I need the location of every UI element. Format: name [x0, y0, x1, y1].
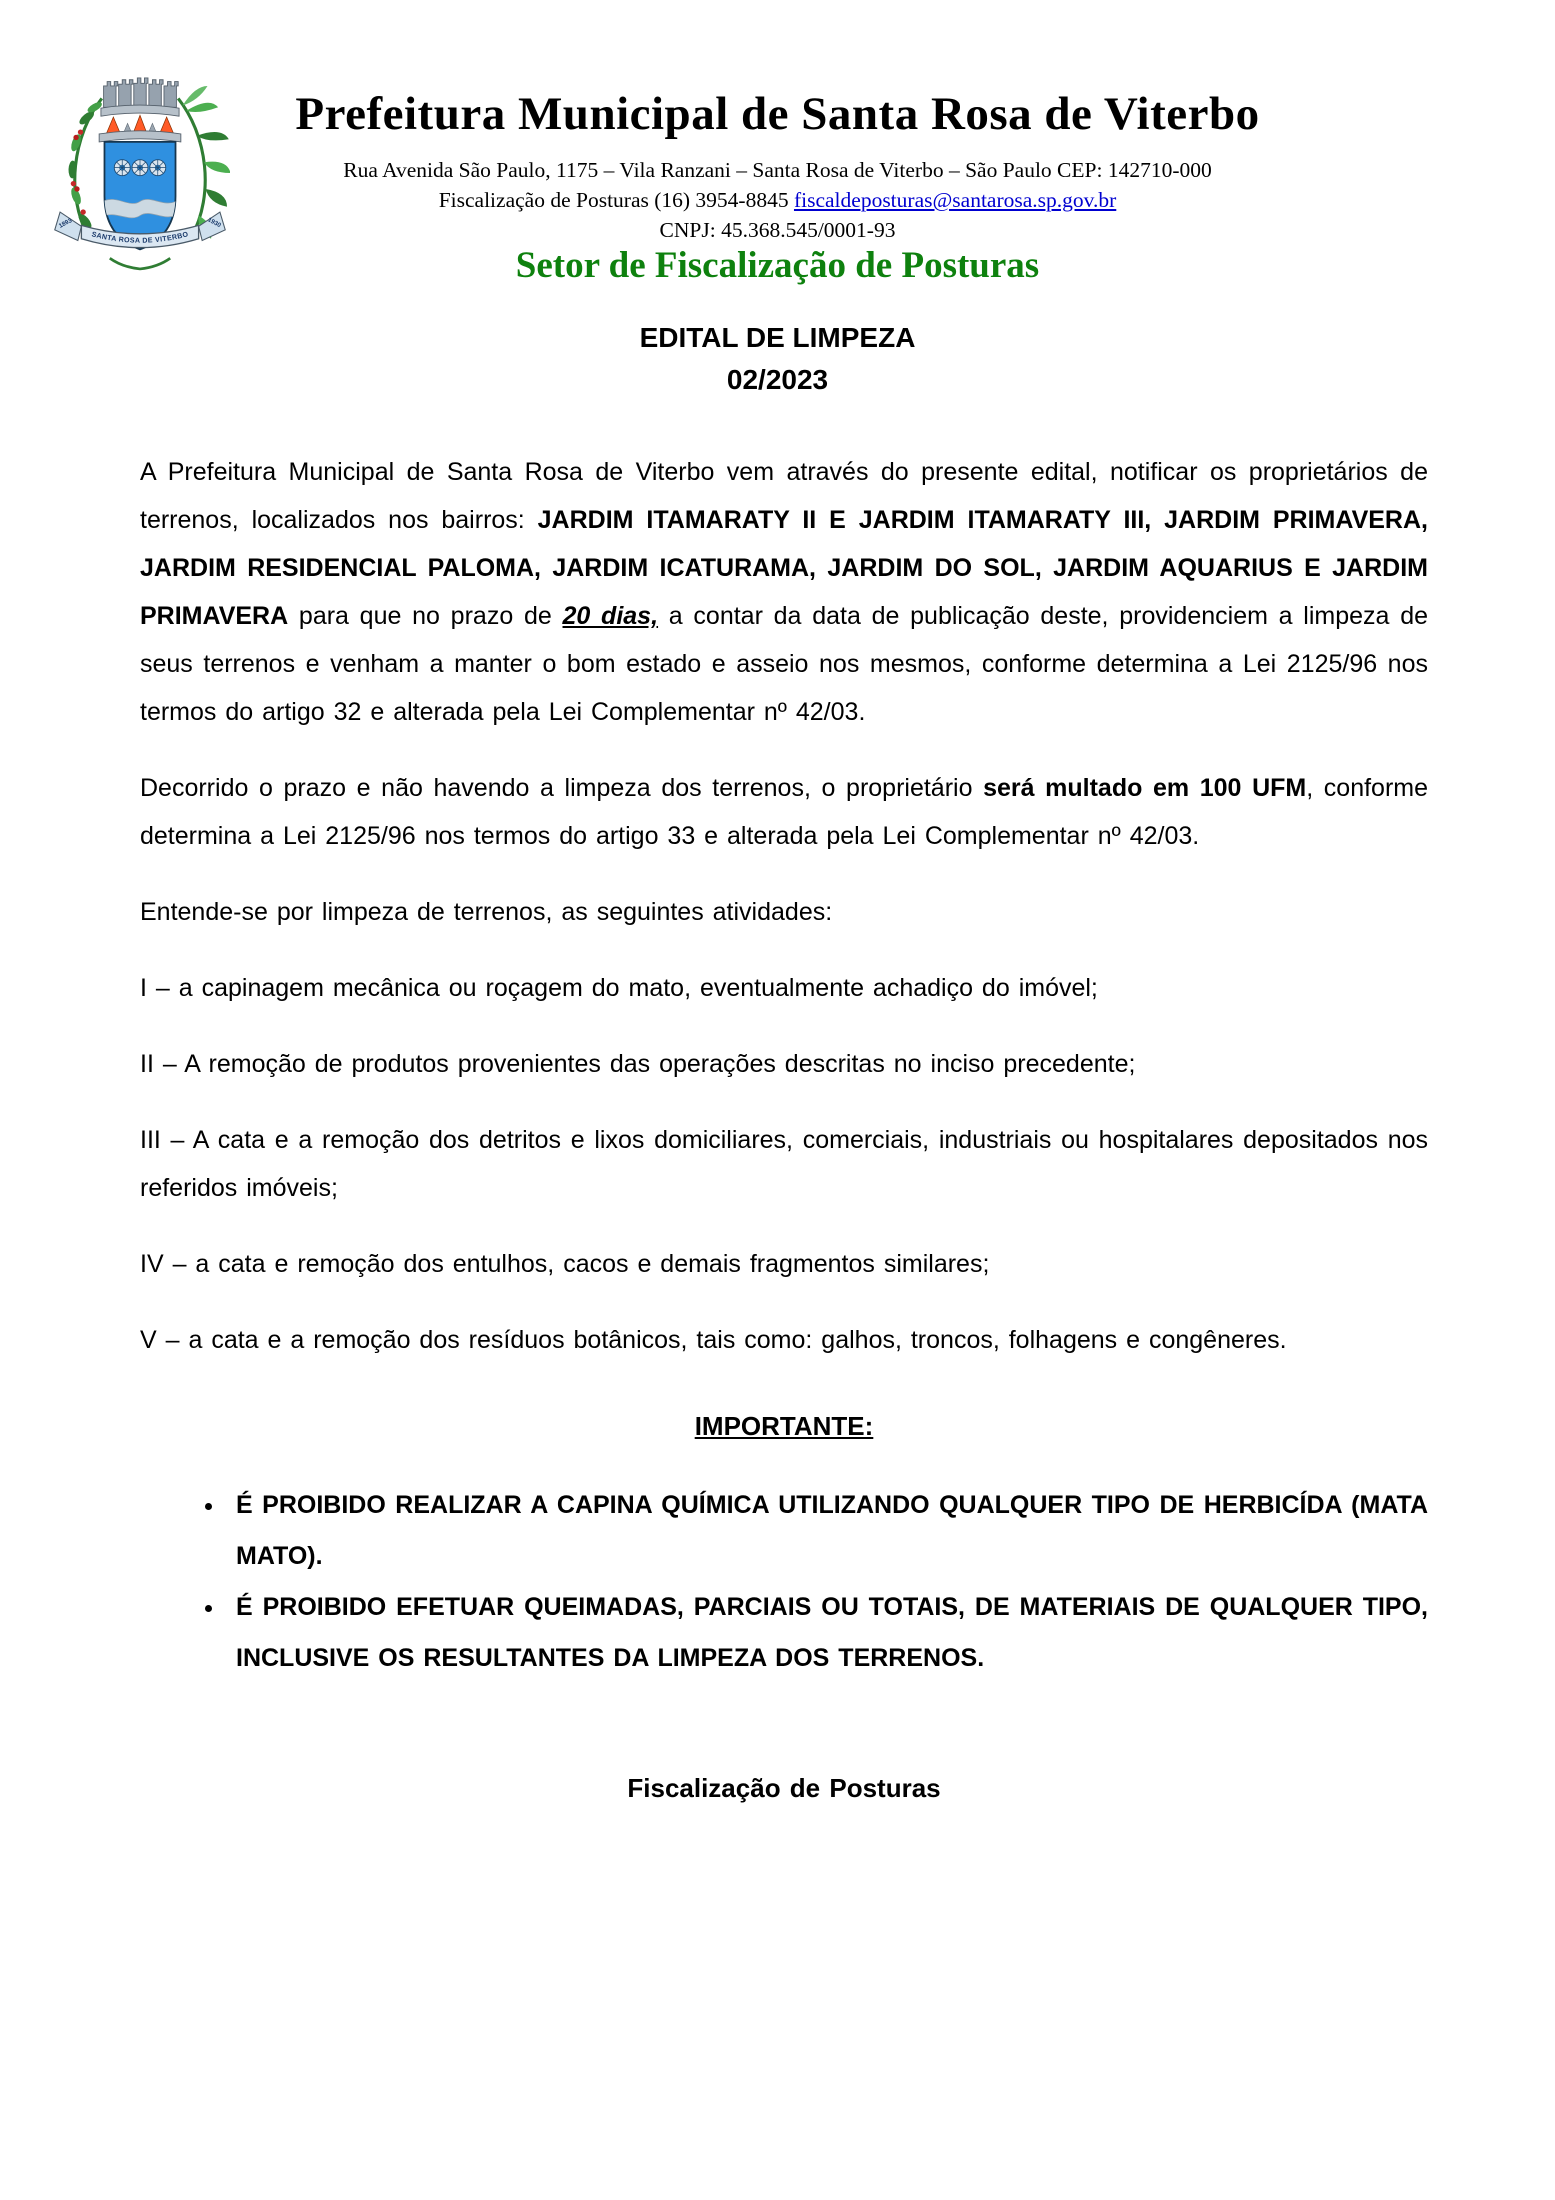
paragraph	[140, 764, 1428, 860]
paragraphs-container	[140, 448, 1428, 1364]
important-heading: IMPORTANTE:	[694, 1411, 874, 1441]
crest-ribbon-text: SANTA ROSA DE VITERBO	[90, 230, 190, 245]
paragraph	[140, 888, 1428, 936]
paragraph	[140, 1316, 1428, 1364]
text-segment: , conforme determina a Lei 2125/96 nos termos do artigo 33 e alterada pela Lei Complementar nº 42/03.	[140, 774, 1429, 850]
text-segment: a contar da data de publicação deste, providenciem a limpeza de seus terrenos e venham a manter o bom estado e asseio nos mesmos, conforme determina a Lei 2125/96 nos termos do artigo 32 e alterada pela Lei Complementar nº 42/03.	[140, 602, 1428, 726]
text-segment: V – a cata e a remoção dos resíduos botânicos, tais como: galhos, troncos, folhagens e congêneres.	[140, 1326, 1287, 1354]
text-segment: I – a capinagem mecânica ou roçagem do mato, eventualmente achadiço do imóvel;	[140, 974, 1098, 1002]
email-link[interactable]: fiscaldeposturas@santarosa.sp.gov.br	[793, 188, 1117, 212]
organization-name: Prefeitura Municipal de Santa Rosa de Viterbo	[295, 88, 1260, 140]
text-segment: II – A remoção de produtos provenientes das operações descritas no inciso precedente;	[140, 1050, 1136, 1078]
text-segment: JARDIM ITAMARATY II E JARDIM ITAMARATY III, JARDIM PRIMAVERA, JARDIM RESIDENCIAL PALOMA, JARDIM ICATURAMA, JARDIM DO SOL, JARDIM AQUARIUS E JARDIM PRIMAVERA	[140, 506, 1428, 630]
document-title: EDITAL DE LIMPEZA	[639, 322, 916, 353]
paragraph	[140, 1040, 1428, 1088]
text-segment: III – A cata e a remoção dos detritos e lixos domiciliares, comerciais, industriais ou hospitalares depositados nos referidos imóveis;	[140, 1126, 1428, 1202]
text-segment: A Prefeitura Municipal de Santa Rosa de Viterbo vem através do presente edital, notificar os proprietários de terrenos, localizados nos bairros:	[140, 458, 1428, 534]
signature-line: Fiscalização de Posturas	[627, 1773, 941, 1803]
text-segment: 20 dias,	[562, 602, 659, 630]
text-segment: será multado em 100 UFM	[983, 774, 1307, 802]
text-segment: para que no prazo de	[288, 602, 563, 630]
important-item: • É PROIBIDO EFETUAR QUEIMADAS, PARCIAIS OU TOTAIS, DE MATERIAIS DE QUALQUER TIPO, INCLUSIVE OS RESULTANTES DA LIMPEZA DOS TERRENOS.	[226, 1582, 1428, 1684]
document-number: 02/2023	[726, 364, 829, 395]
contact-prefix: Fiscalização de Posturas (16) 3954-8845	[438, 188, 794, 212]
paragraph	[140, 448, 1428, 736]
paragraph	[140, 1116, 1428, 1212]
text-segment: Entende-se por limpeza de terrenos, as seguintes atividades:	[140, 898, 833, 926]
crest-year-left: 1893	[57, 217, 74, 230]
address-line: Rua Avenida São Paulo, 1175 – Vila Ranzani – Santa Rosa de Viterbo – São Paulo CEP: 142710-000	[343, 158, 1212, 182]
paragraph	[140, 1240, 1428, 1288]
crest-year-right: 1930	[206, 216, 223, 230]
contact-line	[0, 187, 1555, 213]
document-body	[140, 448, 1428, 1812]
cnpj-line: CNPJ: 45.368.545/0001-93	[659, 218, 896, 242]
paragraph	[140, 964, 1428, 1012]
department-heading: Setor de Fiscalização de Posturas	[515, 245, 1040, 286]
important-list	[140, 1480, 1428, 1684]
important-item: • É PROIBIDO REALIZAR A CAPINA QUÍMICA UTILIZANDO QUALQUER TIPO DE HERBICÍDA (MATA MATO).	[226, 1480, 1428, 1582]
text-segment: IV – a cata e remoção dos entulhos, cacos e demais fragmentos similares;	[140, 1250, 990, 1278]
text-segment: Decorrido o prazo e não havendo a limpeza dos terrenos, o proprietário	[140, 774, 984, 802]
